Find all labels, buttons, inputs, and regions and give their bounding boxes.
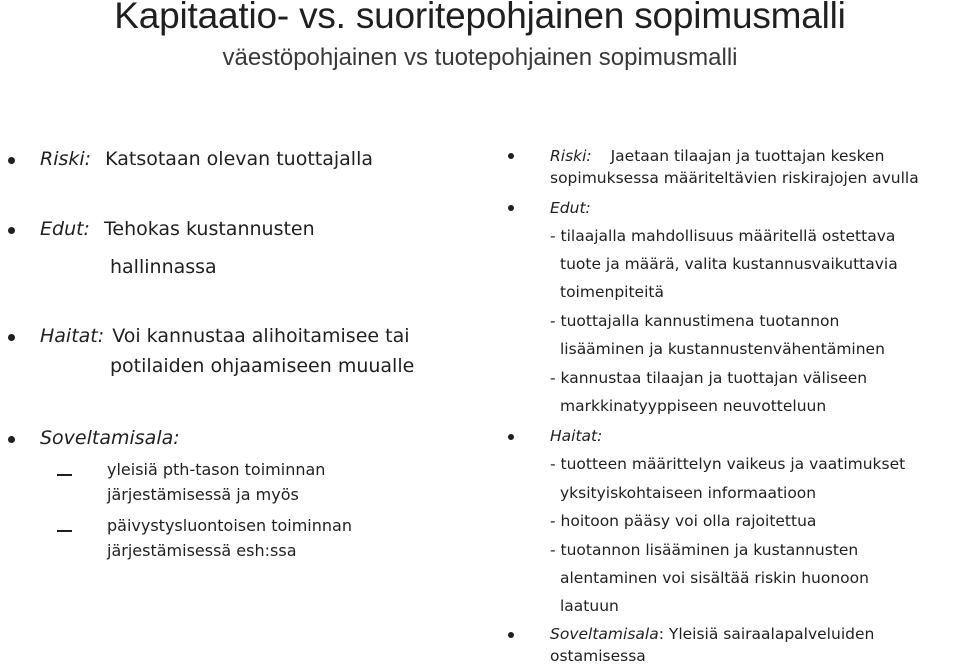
left-sub2-line1: päivystysluontoisen toiminnan (107, 516, 352, 535)
left-riski-line (40, 147, 373, 171)
right-edut-l1: - tilaajalla mahdollisuus määritellä ostettava (550, 227, 896, 245)
left-soveltamisala-label: Soveltamisala: (40, 427, 180, 449)
left-haitat-line2: potilaiden ohjaamiseen muualle (110, 355, 415, 377)
bullet-dot (8, 227, 15, 234)
right-haitat-l1: - tuotteen määrittelyn vaikeus ja vaatimukset (550, 455, 906, 473)
left-edut-line (40, 217, 315, 241)
left-sub1-line1: yleisiä pth-tason toiminnan (107, 460, 326, 479)
left-haitat-text: Voi kannustaa alihoitamisee tai (112, 325, 410, 347)
left-edut-line2: hallinnassa (110, 256, 217, 278)
left-edut-text: Tehokas kustannusten (104, 218, 315, 240)
right-edut-l2: tuote ja määrä, valita kustannusvaikuttavia (560, 255, 898, 273)
right-edut-l4: - tuottajalla kannustimena tuotannon (550, 312, 840, 330)
left-riski-label: Riski: (40, 148, 92, 170)
left-haitat-label: Haitat: (40, 325, 105, 347)
slide-title: Kapitaatio- vs. suoritepohjainen sopimusmalli (114, 0, 846, 36)
left-riski-text: Katsotaan olevan tuottajalla (105, 148, 374, 170)
right-edut-l7: markkinatyyppiseen neuvotteluun (560, 397, 827, 415)
right-haitat-l5: alentaminen voi sisältää riskin huonoon (560, 569, 869, 587)
bullet-dot (508, 434, 514, 440)
bullet-dot (508, 632, 514, 638)
right-soveltamisala-line (550, 623, 874, 645)
sub-dash (57, 530, 72, 532)
left-sub1-line2: järjestämisessä ja myös (107, 485, 299, 504)
right-haitat-label: Haitat: (550, 427, 603, 445)
right-haitat-l6: laatuun (560, 597, 619, 615)
bullet-dot (8, 436, 15, 443)
slide-subtitle: väestöpohjainen vs tuotepohjainen sopimusmalli (222, 44, 738, 71)
right-edut-l5: lisääminen ja kustannustenvähentäminen (560, 340, 885, 358)
bullet-dot (8, 157, 15, 164)
right-riski-label: Riski: (550, 147, 592, 165)
sub-dash (57, 474, 72, 476)
right-haitat-l4: - tuotannon lisääminen ja kustannusten (550, 541, 859, 559)
left-edut-label: Edut: (40, 218, 90, 240)
bullet-dot (508, 205, 514, 211)
right-soveltamisala-label: Soveltamisala (550, 625, 659, 643)
right-haitat-l3: - hoitoon pääsy voi olla rajoitettua (550, 512, 817, 530)
right-riski-line2: sopimuksessa määriteltävien riskirajojen avulla (550, 169, 919, 187)
right-edut-l6: - kannustaa tilaajan ja tuottajan väliseen (550, 369, 868, 387)
right-soveltamisala-line2: ostamisessa (550, 647, 646, 665)
bullet-dot (508, 153, 514, 159)
left-sub2-line2: järjestämisessä esh:ssa (107, 541, 297, 560)
right-haitat-l2: yksityiskohtaiseen informaatioon (560, 484, 817, 502)
right-edut-l3: toimenpiteitä (560, 283, 664, 301)
right-riski-line (550, 145, 884, 167)
left-haitat-line (40, 324, 410, 348)
right-soveltamisala-text: : Yleisiä sairaalapalveluiden (658, 625, 875, 643)
bullet-dot (8, 334, 15, 341)
right-riski-text: Jaetaan tilaajan ja tuottajan kesken (610, 147, 885, 165)
right-edut-label: Edut: (550, 199, 591, 217)
